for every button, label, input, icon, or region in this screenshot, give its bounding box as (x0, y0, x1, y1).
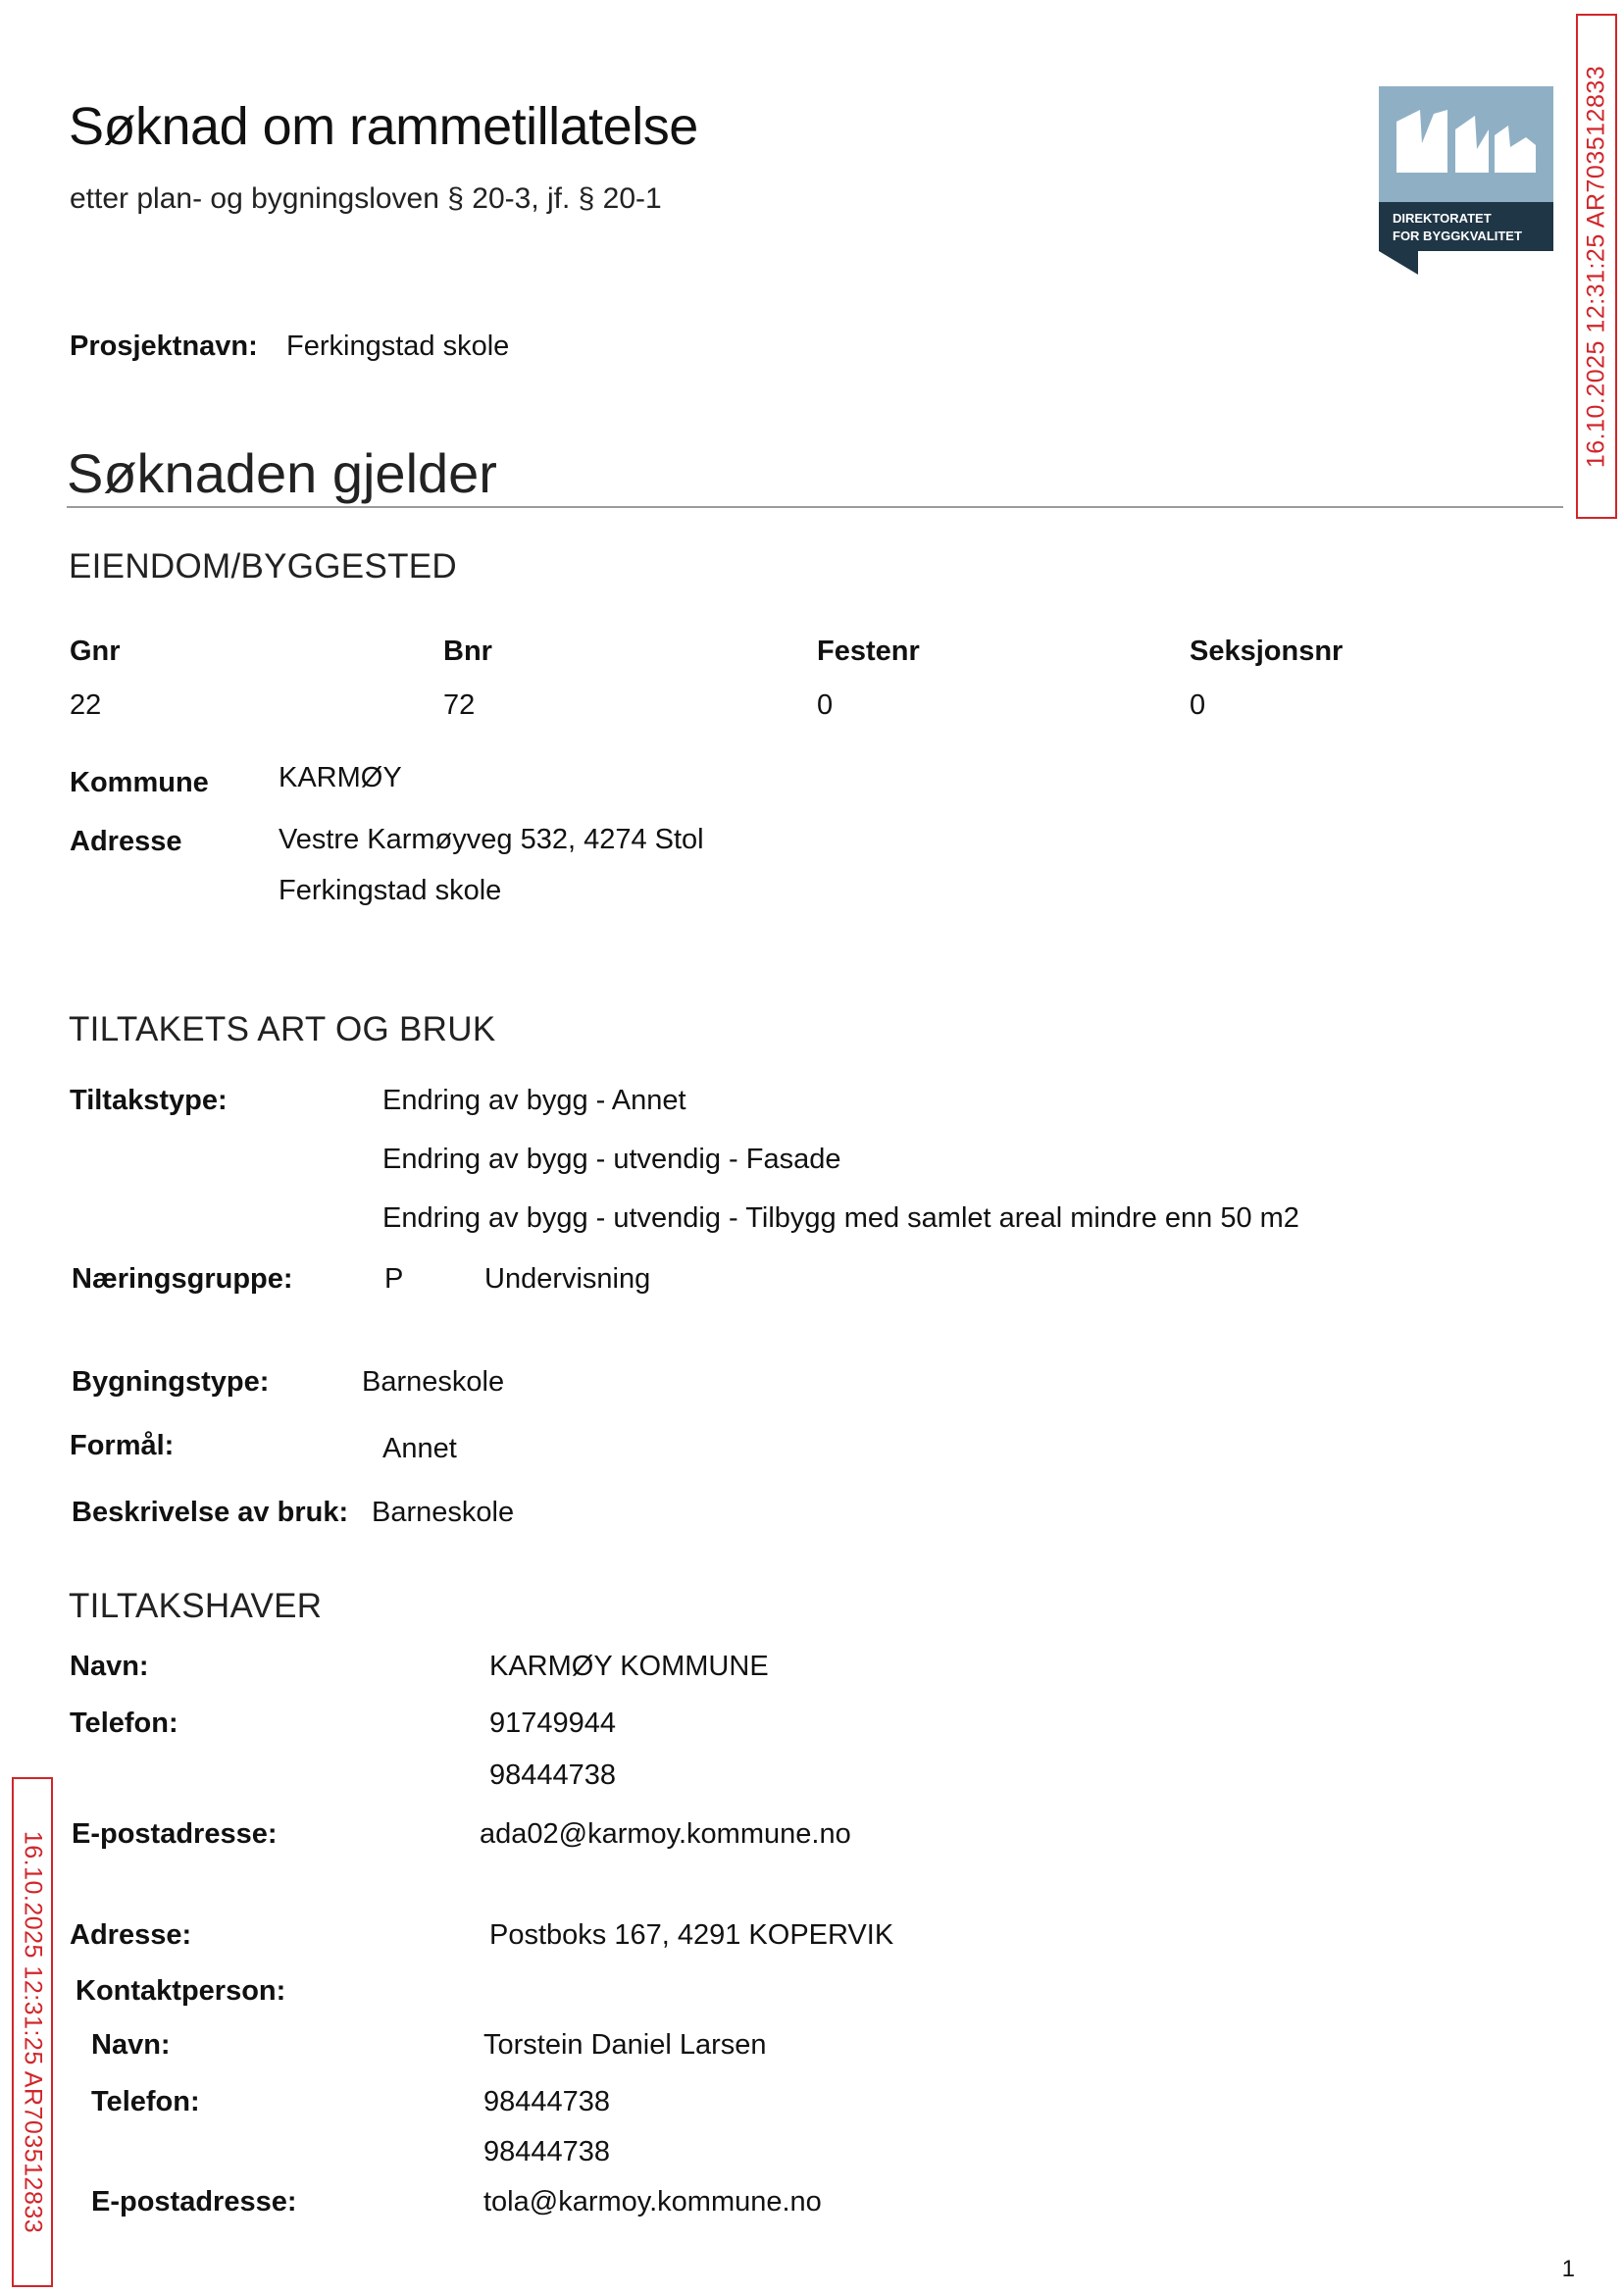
kontaktperson-label: Kontaktperson: (76, 1975, 286, 2007)
tiltakshaver-epost-value: ada02@karmoy.kommune.no (480, 1818, 851, 1850)
tiltakshaver-adresse-label: Adresse: (70, 1919, 192, 1951)
bygningstype-value: Barneskole (362, 1366, 505, 1398)
festenr-value: 0 (817, 689, 834, 721)
seksjonsnr-label: Seksjonsnr (1190, 636, 1344, 667)
kommune-label: Kommune (70, 767, 209, 798)
page-title: Søknad om rammetillatelse (69, 97, 698, 156)
logo-text-line2: FOR BYGGKVALITET (1393, 229, 1522, 243)
receipt-stamp-side (12, 1777, 53, 2287)
tiltakshaver-navn-value: KARMØY KOMMUNE (489, 1651, 769, 1682)
eiendom-heading: EIENDOM/BYGGESTED (69, 547, 457, 586)
receipt-stamp-top (1576, 14, 1617, 519)
tiltakstype-label: Tiltakstype: (70, 1085, 228, 1116)
receipt-stamp-text: 16.10.2025 12:31:25 AR703512833 (19, 1830, 47, 2234)
kontakt-telefon-value: 98444738 (483, 2086, 611, 2117)
tiltakshaver-adresse-value: Postboks 167, 4291 KOPERVIK (489, 1919, 894, 1951)
kontakt-epost-label: E-postadresse: (91, 2186, 297, 2218)
section-title: Søknaden gjelder (67, 442, 497, 504)
kontakt-navn-label: Navn: (91, 2029, 171, 2061)
beskrivelse-value: Barneskole (372, 1497, 515, 1528)
logo-text-line1: DIREKTORATET (1393, 211, 1492, 226)
kommune-value: KARMØY (279, 762, 402, 793)
section-divider (67, 506, 1563, 508)
gnr-value: 22 (70, 689, 102, 721)
kontakt-telefon-label: Telefon: (91, 2086, 200, 2117)
seksjonsnr-value: 0 (1190, 689, 1206, 721)
tiltakshaver-telefon-value: 91749944 (489, 1708, 617, 1739)
page-subtitle: etter plan- og bygningsloven § 20-3, jf. § 20-1 (70, 182, 662, 215)
page-number: 1 (1561, 2256, 1575, 2282)
dibk-logo (1379, 86, 1553, 275)
receipt-stamp-text: 16.10.2025 12:31:25 AR703512833 (1582, 65, 1610, 468)
tiltakshaver-telefon-label: Telefon: (70, 1708, 178, 1739)
tiltakshaver-epost-label: E-postadresse: (72, 1818, 278, 1850)
bnr-value: 72 (443, 689, 476, 721)
festenr-label: Festenr (817, 636, 920, 667)
kontakt-navn-value: Torstein Daniel Larsen (483, 2029, 767, 2061)
tiltakshaver-telefon-value: 98444738 (489, 1759, 617, 1791)
adresse-line2: Ferkingstad skole (279, 875, 502, 906)
bnr-label: Bnr (443, 636, 492, 667)
project-name-value: Ferkingstad skole (286, 331, 510, 362)
tiltakstype-item: Endring av bygg - utvendig - Fasade (382, 1144, 841, 1175)
tiltakshaver-navn-label: Navn: (70, 1651, 149, 1682)
naeringsgruppe-label: Næringsgruppe: (72, 1263, 293, 1295)
adresse-label: Adresse (70, 826, 182, 857)
kontakt-telefon-value: 98444738 (483, 2136, 611, 2167)
formal-value: Annet (382, 1433, 457, 1464)
tiltak-heading: TILTAKETS ART OG BRUK (69, 1010, 496, 1048)
bygningstype-label: Bygningstype: (72, 1366, 270, 1398)
naeringsgruppe-value: Undervisning (484, 1263, 651, 1295)
adresse-line1: Vestre Karmøyveg 532, 4274 Stol (279, 824, 704, 855)
formal-label: Formål: (70, 1430, 175, 1461)
tiltakshaver-heading: TILTAKSHAVER (69, 1587, 323, 1625)
beskrivelse-label: Beskrivelse av bruk: (72, 1497, 349, 1528)
tiltakstype-item: Endring av bygg - utvendig - Tilbygg med samlet areal mindre enn 50 m2 (382, 1202, 1299, 1234)
gnr-label: Gnr (70, 636, 121, 667)
kontakt-epost-value: tola@karmoy.kommune.no (483, 2186, 822, 2218)
tiltakstype-item: Endring av bygg - Annet (382, 1085, 686, 1116)
naeringsgruppe-code: P (384, 1263, 404, 1295)
project-name-label: Prosjektnavn: (70, 331, 258, 362)
